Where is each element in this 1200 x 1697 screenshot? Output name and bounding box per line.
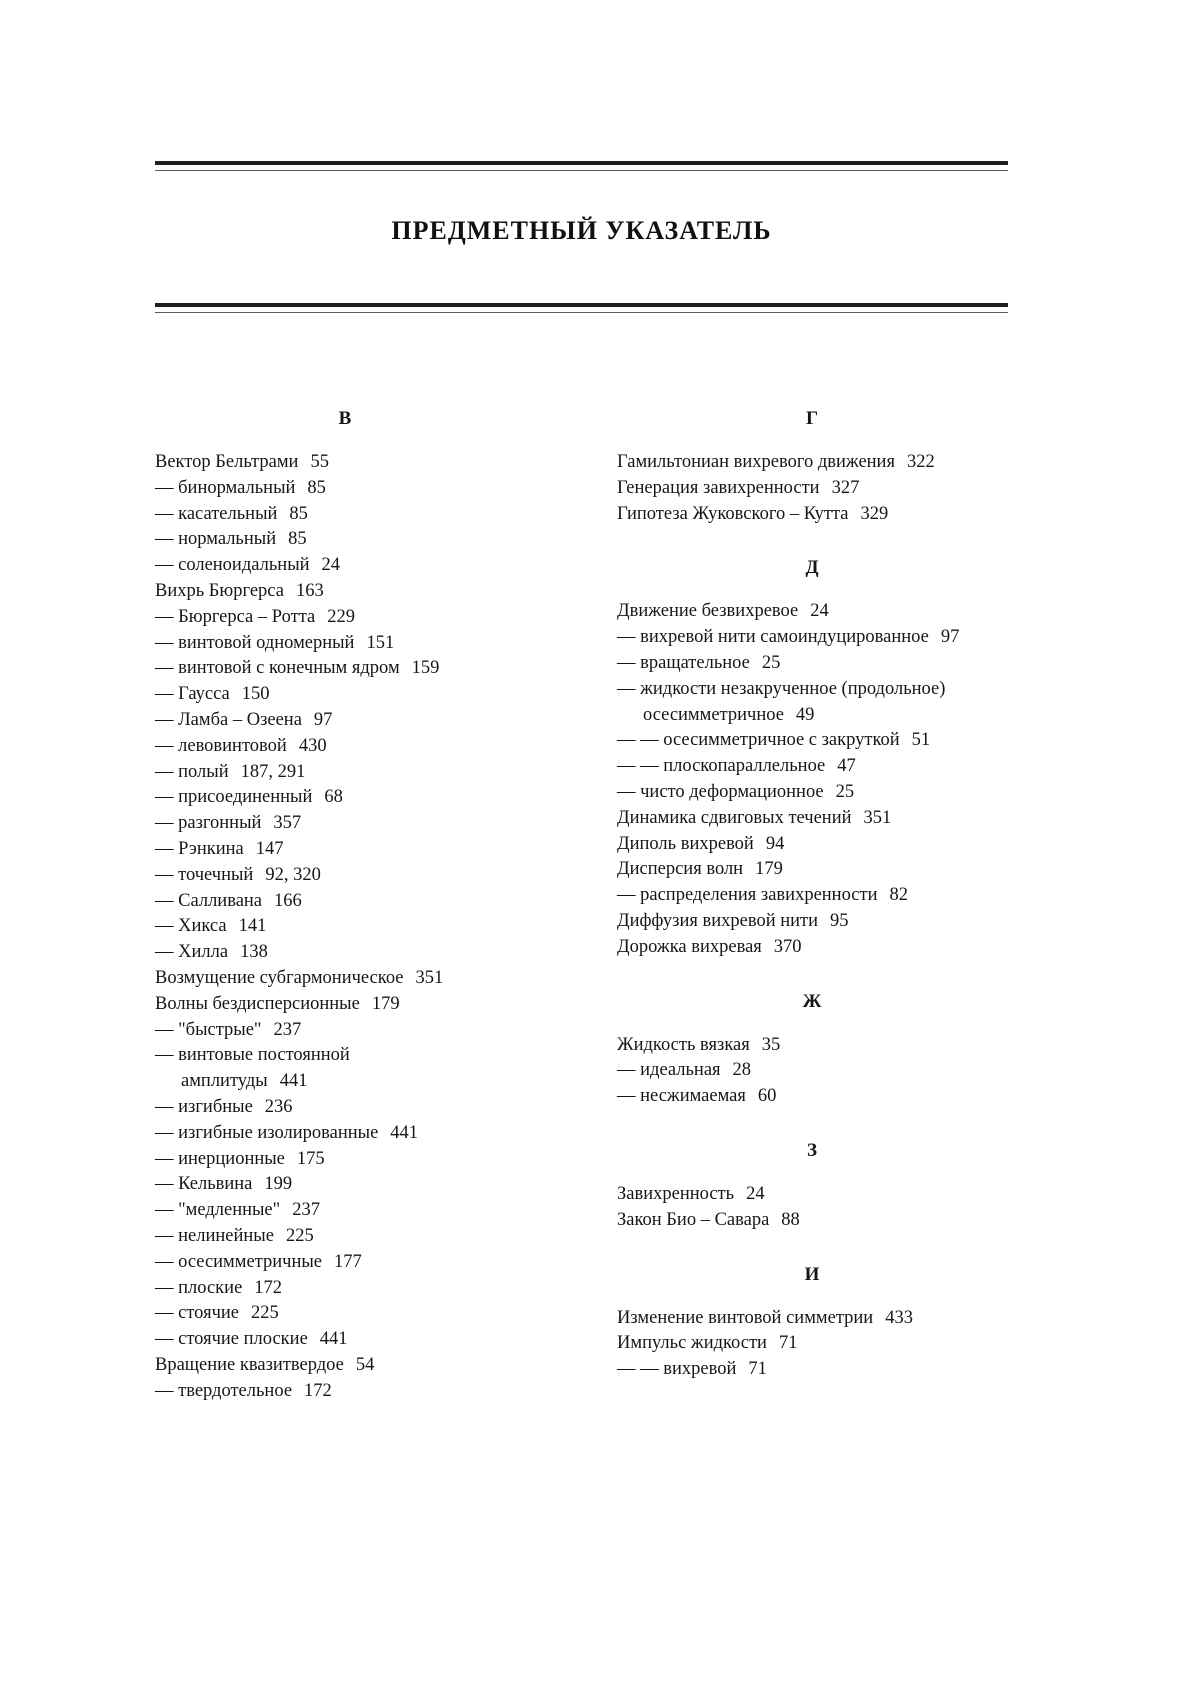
section-letter: З [806, 1139, 818, 1161]
entry-list [617, 599, 1037, 960]
index-entry [155, 760, 585, 786]
index-entry [155, 1095, 585, 1121]
entry-page-numbers: 24 [321, 555, 341, 576]
entry-page-numbers: 351 [415, 967, 444, 988]
entry-term: Дисперсия волн [617, 859, 744, 880]
index-entry [617, 883, 1037, 909]
entry-term: Волны бездисперсионные [155, 993, 360, 1014]
entry-term: Импульс жидкости [617, 1333, 767, 1354]
index-entry [617, 728, 1037, 754]
entry-page-numbers: 179 [371, 993, 400, 1014]
entry-term: Дорожка вихревая [617, 936, 762, 957]
entry-term: — бинормальный [155, 477, 296, 498]
bottom-rule-thin [155, 312, 1008, 313]
index-section [617, 406, 1037, 527]
entry-term: — винтовой с конечным ядром [155, 658, 400, 679]
index-entry [155, 785, 585, 811]
entry-page-numbers: 88 [781, 1209, 800, 1230]
entry-term: — присоединенный [155, 787, 313, 808]
index-entry [617, 909, 1037, 935]
index-entry [155, 1121, 585, 1147]
entry-page-numbers: 85 [288, 529, 307, 550]
section-letter: Д [805, 557, 819, 579]
index-entry [617, 677, 1037, 703]
entry-term: — соленоидальный [155, 555, 310, 576]
entry-page-numbers: 49 [795, 704, 815, 725]
entry-term: — — плоскопараллельное [617, 756, 826, 777]
index-entry [617, 857, 1037, 883]
index-entry [155, 553, 585, 579]
index-entry [617, 450, 1037, 476]
index-entry [155, 940, 585, 966]
index-entry [155, 1018, 585, 1044]
index-entry [617, 832, 1037, 858]
entry-page-numbers: 150 [241, 684, 270, 705]
index-entry [617, 780, 1037, 806]
index-entry [617, 599, 1037, 625]
entry-term: Диффузия вихревой нити [617, 910, 819, 931]
entry-term: — вращательное [617, 652, 750, 673]
index-entry [155, 1353, 585, 1379]
entry-page-numbers: 166 [274, 890, 302, 911]
entry-term: — касательный [155, 503, 278, 524]
entry-term: — идеальная [617, 1060, 721, 1081]
entry-term: — плоские [155, 1277, 243, 1298]
bottom-rule-thick [155, 303, 1008, 307]
entry-page-numbers: 163 [295, 580, 324, 601]
entry-page-numbers: 82 [889, 885, 908, 906]
entry-page-numbers: 25 [835, 781, 855, 802]
index-entry [617, 476, 1037, 502]
entry-page-numbers: 24 [746, 1183, 765, 1204]
entry-page-numbers: 229 [327, 606, 355, 627]
index-column-left [155, 406, 585, 1432]
section-letter: И [804, 1263, 820, 1285]
index-entry [155, 1198, 585, 1224]
index-entry [617, 935, 1037, 961]
index-entry [155, 1250, 585, 1276]
entry-page-numbers: 54 [355, 1354, 375, 1375]
entry-page-numbers: 71 [748, 1359, 767, 1380]
index-section [617, 1262, 1037, 1383]
index-entry [617, 1331, 1037, 1357]
index-entry [155, 863, 585, 889]
entry-term: — Салливана [155, 890, 263, 911]
bottom-rule [155, 303, 1008, 313]
entry-page-numbers: 329 [860, 503, 889, 524]
section-letter: В [338, 408, 352, 429]
index-entry [617, 625, 1037, 651]
entry-page-numbers: 35 [761, 1034, 781, 1055]
entry-term: — "быстрые" [155, 1019, 262, 1040]
entry-page-numbers: 25 [761, 652, 781, 673]
entry-page-numbers: 199 [264, 1174, 293, 1195]
entry-page-numbers: 60 [757, 1086, 777, 1107]
entry-term: — Гаусса [155, 684, 230, 705]
index-entry [155, 1379, 585, 1405]
top-rule [155, 161, 1008, 171]
index-section [617, 989, 1037, 1110]
entry-term: Возмущение субгармоническое [155, 967, 404, 988]
entry-page-numbers: 327 [831, 477, 860, 498]
entry-term: — Хилла [155, 942, 229, 963]
entry-term: Закон Био – Савара [617, 1209, 770, 1230]
index-entry [617, 1084, 1037, 1110]
index-section [155, 406, 585, 1404]
entry-term: амплитуды [181, 1071, 268, 1092]
entry-page-numbers: 28 [732, 1060, 752, 1081]
entry-term: — инерционные [155, 1148, 285, 1169]
entry-page-numbers: 370 [773, 936, 802, 957]
top-rule-thin [155, 170, 1008, 171]
entry-list [617, 1306, 1037, 1383]
index-entry [155, 502, 585, 528]
entry-term: — распределения завихренности [617, 885, 878, 906]
index-entry [155, 476, 585, 502]
index-section [617, 1138, 1037, 1234]
entry-term: — Хикса [155, 916, 227, 937]
entry-list [617, 1182, 1037, 1234]
entry-page-numbers: 433 [885, 1307, 913, 1328]
entry-page-numbers: 85 [289, 503, 308, 524]
entry-term: Генерация завихренности [617, 477, 820, 498]
index-entry [155, 1043, 585, 1069]
index-entry [155, 914, 585, 940]
entry-term: Жидкость вязкая [617, 1034, 750, 1055]
index-section [617, 555, 1037, 960]
entry-term: — Кельвина [155, 1174, 253, 1195]
entry-page-numbers: 51 [911, 730, 931, 751]
section-letter: Г [805, 408, 819, 429]
index-entry [155, 734, 585, 760]
index-entry [617, 754, 1037, 780]
entry-term: Завихренность [617, 1183, 735, 1204]
entry-page-numbers: 322 [906, 452, 935, 472]
page-title: ПРЕДМЕТНЫЙ УКАЗАТЕЛЬ [391, 216, 772, 245]
index-entry [617, 1033, 1037, 1059]
index-entry [617, 703, 1037, 729]
entry-term: — Бюргерса – Ротта [155, 606, 316, 627]
entry-term: Гамильтониан вихревого движения [617, 452, 895, 472]
index-entry [155, 966, 585, 992]
entry-term: — Ламба – Озеена [155, 709, 302, 730]
entry-page-numbers: 357 [273, 813, 302, 834]
entry-page-numbers: 236 [264, 1096, 293, 1117]
index-entry [617, 651, 1037, 677]
entry-term: Движение безвихревое [617, 601, 799, 622]
entry-page-numbers: 172 [254, 1277, 283, 1298]
entry-list [155, 450, 585, 1404]
entry-page-numbers: 237 [273, 1019, 302, 1040]
index-entry [155, 579, 585, 605]
index-entry [155, 527, 585, 553]
index-entry [155, 682, 585, 708]
entry-page-numbers: 351 [863, 807, 892, 828]
entry-page-numbers: 71 [778, 1333, 798, 1354]
entry-page-numbers: 237 [292, 1200, 320, 1221]
entry-term: — нелинейные [155, 1225, 274, 1246]
entry-page-numbers: 159 [411, 658, 440, 679]
entry-page-numbers: 85 [307, 477, 326, 498]
entry-term: — изгибные изолированные [155, 1122, 379, 1143]
index-entry [155, 1327, 585, 1353]
entry-page-numbers: 68 [324, 787, 343, 808]
top-rule-thick [155, 161, 1008, 165]
entry-page-numbers: 97 [940, 627, 960, 648]
entry-page-numbers: 187, 291 [240, 761, 306, 782]
entry-page-numbers: 441 [319, 1329, 348, 1350]
entry-term: — винтовой одномерный [155, 632, 355, 653]
entry-page-numbers: 97 [313, 709, 333, 730]
entry-page-numbers: 177 [334, 1251, 362, 1272]
entry-term: — точечный [155, 864, 254, 885]
entry-term: Диполь вихревой [617, 833, 754, 854]
entry-term: — несжимаемая [617, 1086, 746, 1107]
entry-page-numbers: 92, 320 [265, 864, 321, 885]
entry-page-numbers: 95 [830, 910, 849, 931]
entry-list [617, 450, 1037, 527]
entry-term: — стоячие [155, 1303, 239, 1324]
entry-term: осесимметричное [643, 704, 784, 725]
entry-page-numbers: 175 [296, 1148, 325, 1169]
entry-page-numbers: 47 [837, 756, 856, 777]
entry-page-numbers: 225 [285, 1225, 314, 1246]
entry-term: Гипотеза Жуковского – Кутта [617, 503, 849, 524]
index-entry [155, 1069, 585, 1095]
entry-page-numbers: 225 [251, 1303, 279, 1324]
index-entry [155, 1301, 585, 1327]
index-entry [155, 889, 585, 915]
entry-page-numbers: 441 [279, 1071, 308, 1092]
index-entry [155, 811, 585, 837]
index-entry [155, 1276, 585, 1302]
entry-term: — — вихревой [617, 1359, 737, 1380]
index-entry [155, 1147, 585, 1173]
entry-page-numbers: 179 [755, 859, 783, 880]
entry-page-numbers: 94 [765, 833, 785, 854]
entry-term: — осесимметричные [155, 1251, 322, 1272]
index-entry [617, 1357, 1037, 1383]
index-entry [617, 1058, 1037, 1084]
entry-term: — твердотельное [155, 1380, 293, 1401]
entry-term: — — осесимметричное с закруткой [617, 730, 900, 751]
index-entry [617, 1208, 1037, 1234]
entry-list [617, 1033, 1037, 1110]
index-entry [155, 1172, 585, 1198]
index-entry [617, 502, 1037, 528]
entry-term: — Рэнкина [155, 838, 244, 859]
entry-page-numbers: 138 [240, 942, 268, 963]
entry-term: — полый [155, 761, 229, 782]
entry-term: Динамика сдвиговых течений [617, 807, 852, 828]
entry-page-numbers: 172 [304, 1380, 332, 1401]
entry-term: — "медленные" [155, 1200, 281, 1221]
entry-page-numbers: 147 [255, 838, 284, 859]
index-entry [617, 1306, 1037, 1332]
index-column-right [617, 406, 1037, 1411]
entry-term: — винтовые постоянной [155, 1045, 350, 1066]
index-entry [155, 1224, 585, 1250]
entry-term: — стоячие плоские [155, 1329, 308, 1350]
entry-term: Вращение квазитвердое [155, 1354, 344, 1375]
index-entry [155, 708, 585, 734]
index-entry [155, 605, 585, 631]
entry-page-numbers: 151 [366, 632, 395, 653]
index-entry [155, 450, 585, 476]
index-entry [617, 1182, 1037, 1208]
index-entry [617, 806, 1037, 832]
entry-term: — вихревой нити самоиндуцированное [617, 627, 929, 648]
entry-page-numbers: 430 [298, 735, 327, 756]
entry-page-numbers: 441 [390, 1122, 419, 1143]
index-entry [155, 837, 585, 863]
section-letter: Ж [802, 990, 822, 1012]
entry-term: — изгибные [155, 1096, 253, 1117]
index-entry [155, 992, 585, 1018]
entry-term: — левовинтовой [155, 735, 287, 756]
entry-term: Изменение винтовой симметрии [617, 1307, 874, 1328]
entry-term: — жидкости незакрученное (продольное) [617, 678, 946, 699]
entry-term: — чисто деформационное [617, 781, 824, 802]
index-entry [155, 656, 585, 682]
entry-page-numbers: 141 [238, 916, 267, 937]
entry-term: Вектор Бельтрами [155, 452, 299, 472]
entry-term: — нормальный [155, 529, 277, 550]
index-entry [155, 631, 585, 657]
entry-page-numbers: 24 [810, 601, 829, 622]
entry-term: — разгонный [155, 813, 262, 834]
entry-term: Вихрь Бюргерса [155, 580, 284, 601]
entry-page-numbers: 55 [310, 452, 329, 472]
